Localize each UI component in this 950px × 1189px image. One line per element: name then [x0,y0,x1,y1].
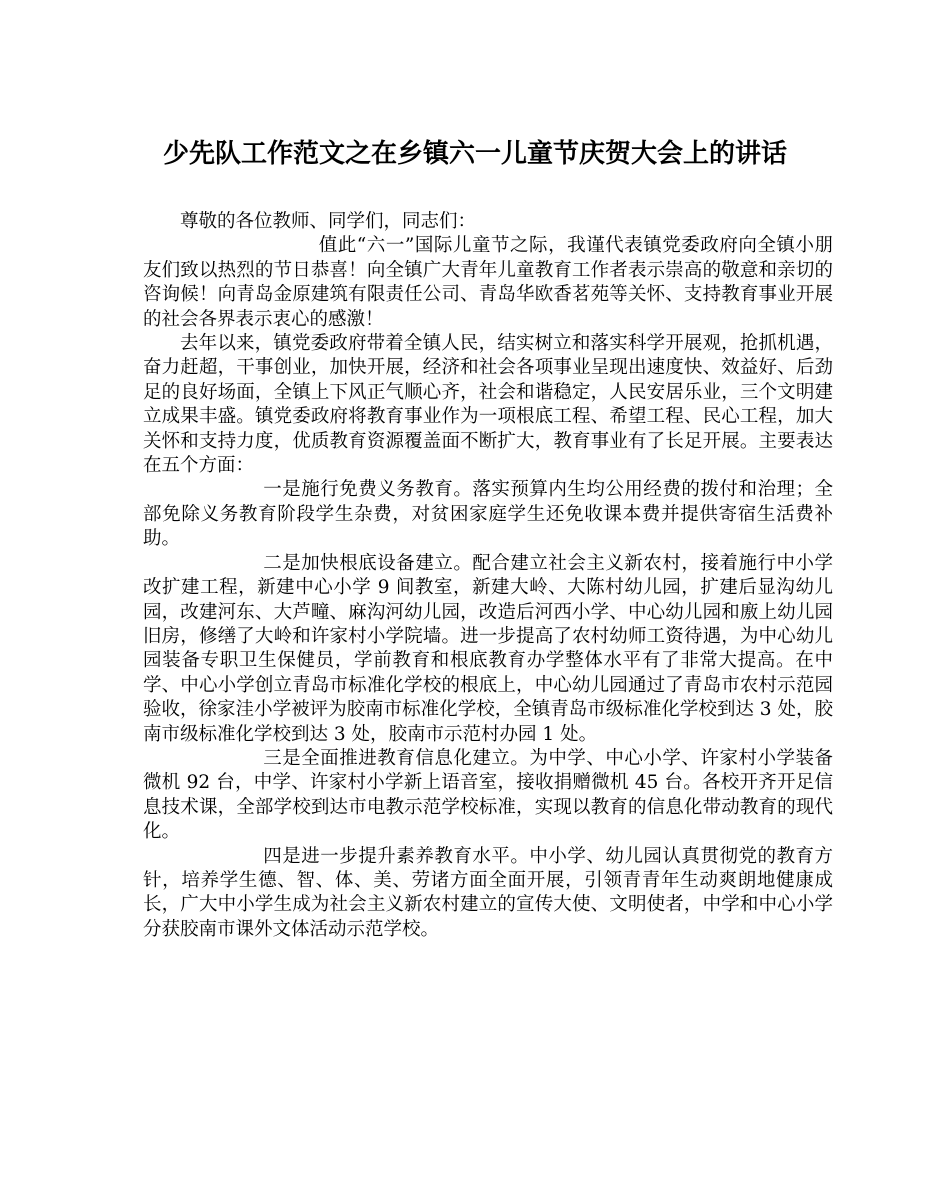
paragraph-overview: 去年以来，镇党委政府带着全镇人民，结实树立和落实科学开展观，抢抓机遇，奋力赶超，干事创业，加快开展，经济和社会各项事业呈现出速度快、效益好、后劲足的良好场面，全镇上下风正气顺心齐，社会和谐稳定，人民安居乐业，三个文明建立成果丰盛。镇党委政府将教育事业作为一项根底工程、希望工程、民心工程，加大关怀和支持力度，优质教育资源覆盖面不断扩大，教育事业有了长足开展。主要表达在五个方面： [143,333,833,477]
paragraph-facilities: 二是加快根底设备建立。配合建立社会主义新农村，接着施行中小学改扩建工程，新建中心小学 9 间教室，新建大岭、大陈村幼儿园，扩建后显沟幼儿园，改建河东、大芦疃、麻沟河幼儿园，改造后河西小学、中心幼儿园和廒上幼儿园旧房，修缮了大岭和许家村小学院墙。进一步提高了农村幼师工资待遇，为中心幼儿园装备专职卫生保健员，学前教育和根底教育办学整体水平有了非常大提高。在中学、中心小学创立青岛市标准化学校的根底上，中心幼儿园通过了青岛市农村示范园验收，徐家洼小学被评为胶南市标准化学校，全镇青岛市级标准化学校到达 3 处，胶南市级标准化学校到达 3 处，胶南市示范村办园 1 处。 [143,552,833,745]
paragraph-informatization: 三是全面推进教育信息化建立。为中学、中心小学、许家村小学装备微机 92 台，中学、许家村小学新上语音室，接收捐赠微机 45 台。各校开齐开足信息技术课，全部学校到达市电教示范学校标准，实现以教育的信息化带动教育的现代化。 [143,747,833,843]
document-title: 少先队工作范文之在乡镇六一儿童节庆贺大会上的讲话 [162,139,787,169]
document-body [143,210,833,942]
paragraph-greeting: 值此“六一”国际儿童节之际，我谨代表镇党委政府向全镇小朋友们致以热烈的节日恭喜！向全镇广大青年儿童教育工作者表示崇高的敬意和亲切的咨询候！向青岛金原建筑有限责任公司、青岛华欧香茗苑等关怀、支持教育事业开展的社会各界表示衷心的感激！ [143,235,833,330]
paragraph-free-education: 一是施行免费义务教育。落实预算内生均公用经费的拨付和治理；全部免除义务教育阶段学生杂费，对贫困家庭学生还免收课本费并提供寄宿生活费补助。 [143,479,833,550]
salutation: 尊敬的各位教师、同学们，同志们： [180,211,477,232]
paragraph-quality-education: 四是进一步提升素养教育水平。中小学、幼儿园认真贯彻党的教育方针，培养学生德、智、体、美、劳诸方面全面开展，引领青青年生动爽朗地健康成长，广大中小学生成为社会主义新农村建立的宣传大使、文明使者，中学和中心小学分获胶南市课外文体活动示范学校。 [143,845,833,940]
